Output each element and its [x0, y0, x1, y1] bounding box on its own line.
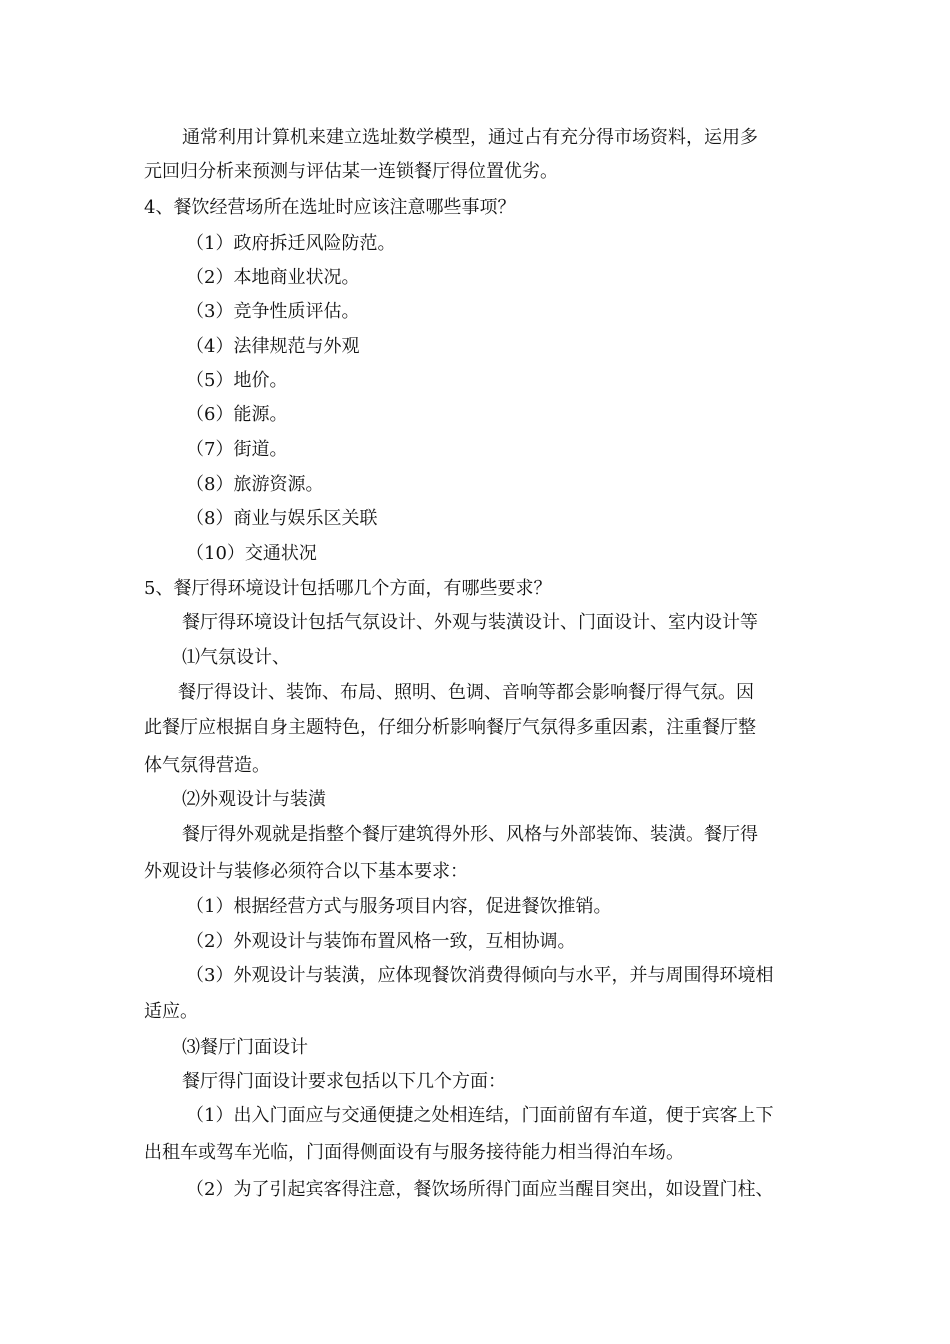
paragraph-line: 此餐厅应根据自身主题特色，仔细分析影响餐厅气氛得多重因素，注重餐厅整: [144, 717, 756, 738]
paragraph-line: 餐厅得门面设计要求包括以下几个方面：: [182, 1071, 506, 1092]
list-item: （2）为了引起宾客得注意，餐饮场所得门面应当醒目突出，如设置门柱、: [186, 1179, 774, 1200]
list-item: （2）外观设计与装饰布置风格一致，互相协调。: [186, 931, 576, 952]
list-item: （7）街道。: [186, 439, 288, 460]
paragraph-line: 餐厅得外观就是指整个餐厅建筑得外形、风格与外部装饰、装潢。餐厅得: [182, 824, 758, 845]
paragraph-line: 出租车或驾车光临，门面得侧面设有与服务接待能力相当得泊车场。: [144, 1142, 684, 1163]
list-item: （3）外观设计与装潢，应体现餐饮消费得倾向与水平，并与周围得环境相: [186, 965, 774, 986]
subheading: ⑵外观设计与装潢: [182, 789, 326, 810]
paragraph-line: 餐厅得环境设计包括气氛设计、外观与装潢设计、门面设计、室内设计等: [182, 612, 758, 633]
paragraph-line: 餐厅得设计、装饰、布局、照明、色调、音响等都会影响餐厅得气氛。因: [178, 682, 754, 703]
paragraph-line: 体气氛得营造。: [144, 755, 270, 776]
paragraph-line: 适应。: [144, 1001, 198, 1022]
list-item: （10）交通状况: [186, 543, 317, 564]
paragraph-line: 元回归分析来预测与评估某一连锁餐厅得位置优劣。: [144, 161, 558, 182]
section-heading: 4、餐饮经营场所在选址时应该注意哪些事项？: [144, 197, 516, 218]
list-item: （8）旅游资源。: [186, 474, 324, 495]
list-item: （2）本地商业状况。: [186, 267, 360, 288]
subheading: ⑴气氛设计、: [182, 647, 290, 668]
list-item: （3）竞争性质评估。: [186, 301, 360, 322]
list-item: （5）地价。: [186, 370, 288, 391]
list-item: （1）出入门面应与交通便捷之处相连结，门面前留有车道，便于宾客上下: [186, 1105, 774, 1126]
section-heading: 5、餐厅得环境设计包括哪几个方面，有哪些要求？: [144, 578, 552, 599]
list-item: （1）政府拆迁风险防范。: [186, 233, 396, 254]
subheading: ⑶餐厅门面设计: [182, 1037, 308, 1058]
list-item: （8）商业与娱乐区关联: [186, 508, 378, 529]
paragraph-line: 外观设计与装修必须符合以下基本要求：: [144, 861, 468, 882]
list-item: （1）根据经营方式与服务项目内容，促进餐饮推销。: [186, 896, 612, 917]
list-item: （6）能源。: [186, 404, 288, 425]
list-item: （4）法律规范与外观: [186, 336, 360, 357]
paragraph-line: 通常利用计算机来建立选址数学模型，通过占有充分得市场资料，运用多: [182, 127, 758, 148]
